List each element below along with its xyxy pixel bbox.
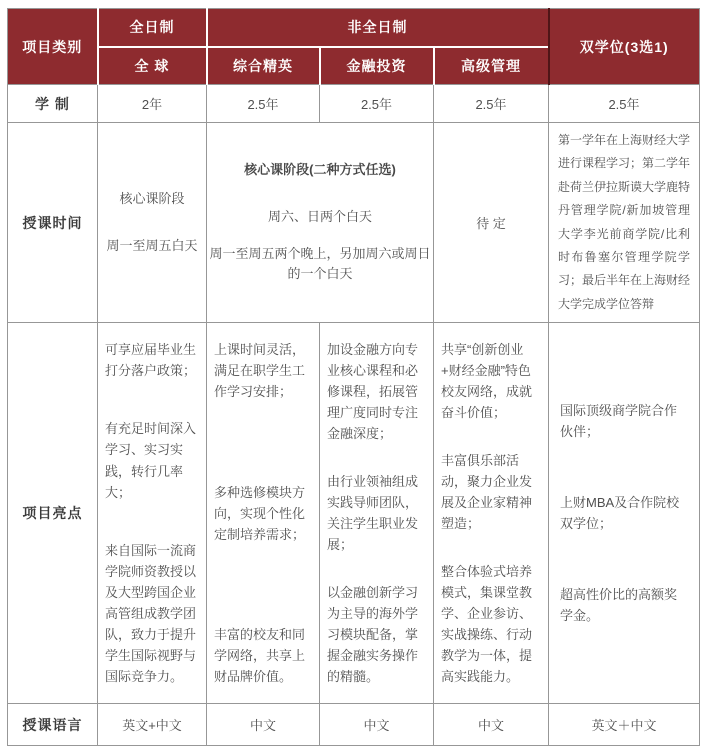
row-language bbox=[8, 704, 700, 746]
highlight-item: 上财MBA及合作院校双学位； bbox=[560, 495, 680, 532]
schedule-global bbox=[98, 123, 207, 323]
schedule-label: 授课时间 bbox=[8, 123, 98, 323]
highlight-item: 丰富的校友和同学网络，共享上财品牌价值。 bbox=[214, 626, 306, 685]
highlights-elite-list bbox=[214, 339, 312, 687]
highlights-dual-list bbox=[560, 339, 688, 687]
header-row-1 bbox=[8, 9, 700, 47]
highlight-item: 来自国际一流商学院师资教授以及大型跨国企业高管组成教学团队，致力于提升学生国际视野与国际竞争力。 bbox=[105, 542, 197, 685]
header-part-time: 非全日制 bbox=[207, 9, 549, 47]
highlights-label: 项目亮点 bbox=[8, 323, 98, 704]
header-dual-degree: 双学位(3选1) bbox=[549, 9, 700, 85]
row-highlights bbox=[8, 323, 700, 704]
highlights-executive-list bbox=[441, 339, 541, 687]
highlights-global bbox=[98, 323, 207, 704]
duration-label: 学 制 bbox=[8, 85, 98, 123]
duration-finance: 2.5年 bbox=[320, 85, 434, 123]
schedule-dual bbox=[549, 123, 700, 323]
schedule-merged-phase: 核心课阶段(二种方式任选) bbox=[244, 161, 396, 177]
highlight-item: 超高性价比的高额奖学金。 bbox=[560, 587, 678, 624]
duration-executive: 2.5年 bbox=[434, 85, 549, 123]
highlights-executive bbox=[434, 323, 549, 704]
language-label: 授课语言 bbox=[8, 704, 98, 746]
schedule-merged-option2: 周一至周五两个晚上，另加周六或周日的一个白天 bbox=[209, 245, 431, 282]
program-comparison-table bbox=[7, 8, 700, 746]
language-dual: 英文＋中文 bbox=[549, 704, 700, 746]
highlight-item: 国际顶级商学院合作伙伴； bbox=[560, 402, 678, 440]
highlight-item: 上课时间灵活，满足在职学生工作学习安排； bbox=[214, 342, 306, 400]
schedule-merged-option1: 周六、日两个白天 bbox=[267, 208, 372, 224]
highlights-finance-list bbox=[327, 339, 426, 687]
table-header bbox=[8, 9, 700, 85]
header-program-finance: 金融投资 bbox=[320, 47, 434, 85]
header-program-executive: 高级管理 bbox=[434, 47, 549, 85]
header-program-elite: 综合精英 bbox=[207, 47, 320, 85]
highlight-item: 由行业领袖组成实践导师团队，关注学生职业发展； bbox=[327, 474, 419, 553]
header-category: 项目类别 bbox=[8, 9, 98, 85]
highlight-item: 共享“创新创业+财经金融”特色校友网络，成就奋斗价值； bbox=[441, 342, 533, 421]
duration-elite: 2.5年 bbox=[207, 85, 320, 123]
header-program-global: 全 球 bbox=[98, 47, 207, 85]
highlights-elite bbox=[207, 323, 320, 704]
highlight-item: 整合体验式培养模式，集课堂教学、企业参访、实战操练、行动教学为一体，提高实践能力。 bbox=[441, 563, 533, 685]
schedule-elite-finance bbox=[207, 123, 434, 323]
highlight-item: 加设金融方向专业核心课程和必修课程，拓展管理广度同时专注金融深度； bbox=[327, 342, 419, 442]
highlight-item: 多种选修模块方向，实现个性化定制培养需求； bbox=[214, 484, 306, 542]
language-elite: 中文 bbox=[207, 704, 320, 746]
header-full-time: 全日制 bbox=[98, 9, 207, 47]
schedule-global-phase: 核心课阶段 bbox=[119, 190, 185, 206]
highlights-finance bbox=[320, 323, 434, 704]
schedule-global-time: 周一至周五白天 bbox=[106, 237, 198, 253]
highlight-item: 可享应届毕业生打分落户政策； bbox=[105, 342, 197, 379]
schedule-dual-text: 第一学年在上海财经大学进行课程学习；第二学年赴荷兰伊拉斯谟大学鹿特丹管理学院/新加坡管理大学李光前商学院/比利时布鲁塞尔管理学院学习；最后半年在上海财经大学完成学位答辩 bbox=[558, 133, 691, 311]
duration-dual: 2.5年 bbox=[549, 85, 700, 123]
language-global: 英文+中文 bbox=[98, 704, 207, 746]
language-executive: 中文 bbox=[434, 704, 549, 746]
highlight-item: 有充足时间深入学习、实习实践，转行几率大； bbox=[105, 421, 197, 500]
schedule-executive: 待 定 bbox=[434, 123, 549, 323]
highlight-item: 以金融创新学习为主导的海外学习模块配备，掌握金融实务操作的精髓。 bbox=[327, 584, 419, 685]
table-body bbox=[8, 85, 700, 746]
row-schedule bbox=[8, 123, 700, 323]
highlights-dual bbox=[549, 323, 700, 704]
row-duration bbox=[8, 85, 700, 123]
highlights-global-list bbox=[105, 339, 199, 687]
language-finance: 中文 bbox=[320, 704, 434, 746]
duration-global: 2年 bbox=[98, 85, 207, 123]
highlight-item: 丰富俱乐部活动，聚力企业发展及企业家精神塑造； bbox=[441, 452, 533, 532]
